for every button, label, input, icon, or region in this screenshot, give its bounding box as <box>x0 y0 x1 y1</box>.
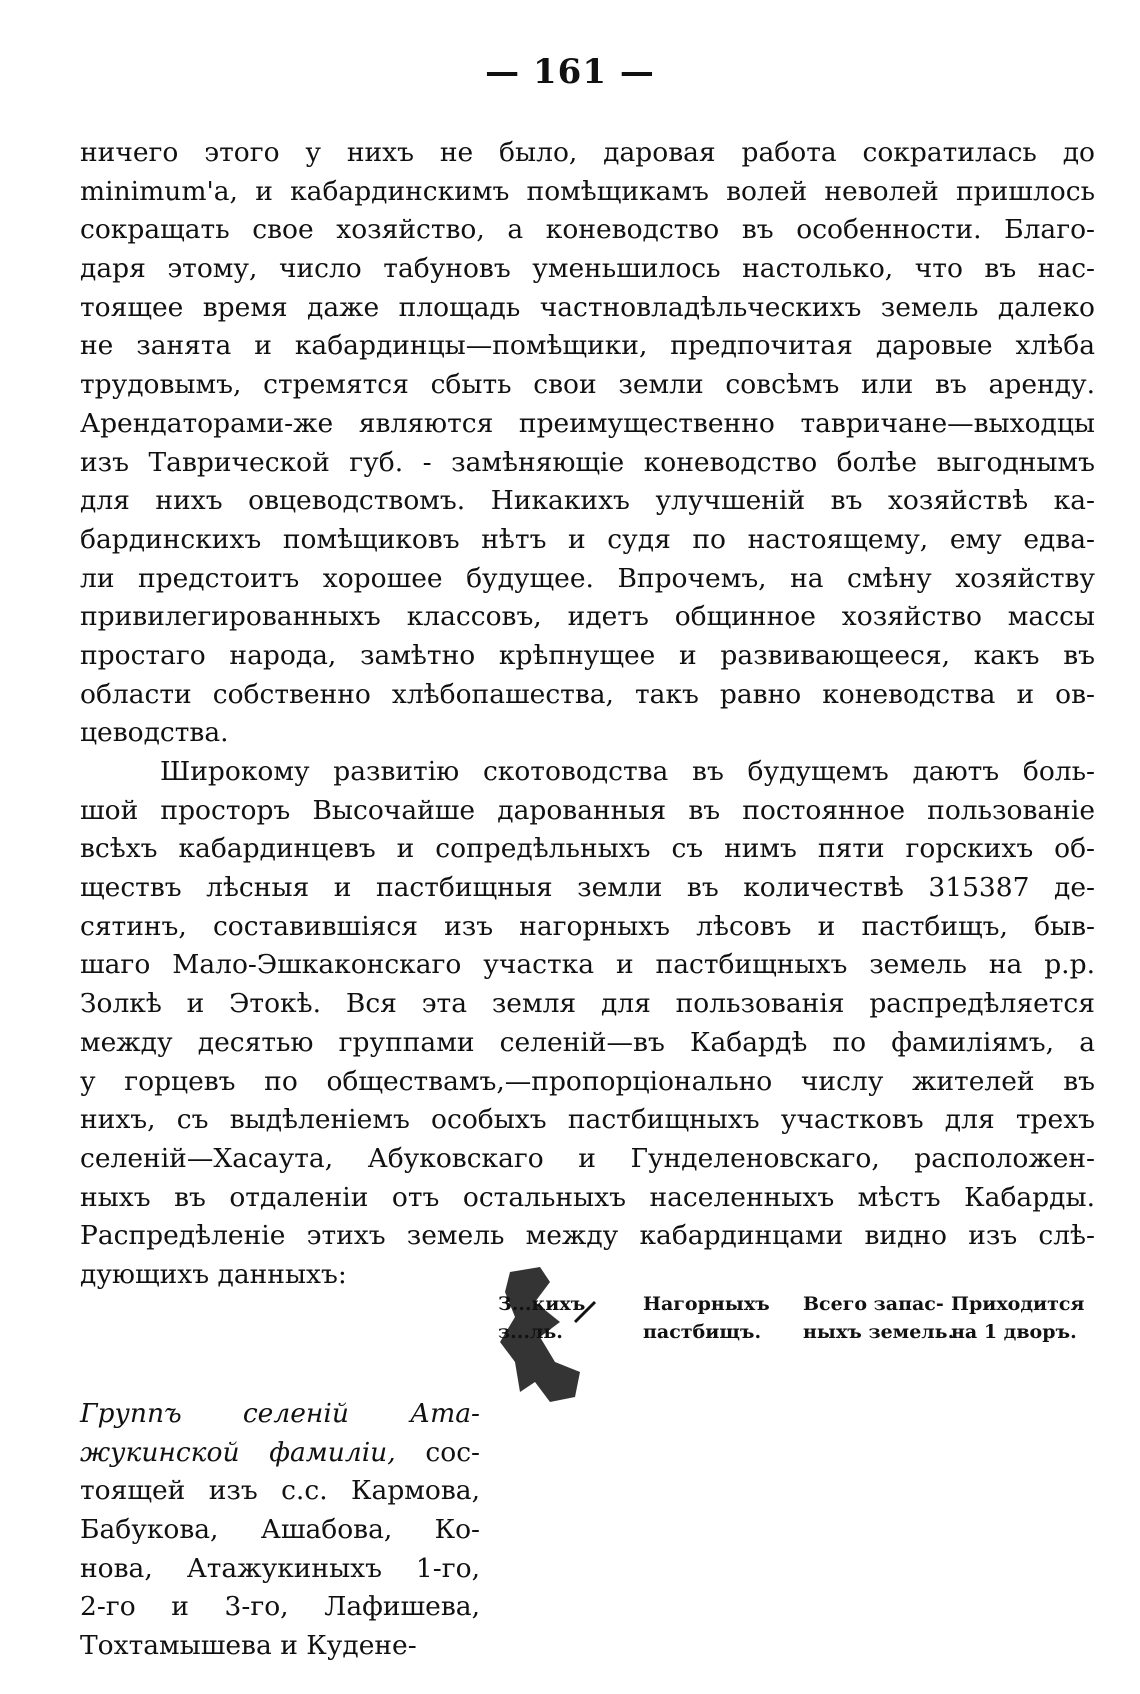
header-text: ныхъ земель. <box>803 1321 955 1343</box>
text-line: у горцевъ по обществамъ,—пропорціонально числу жителей въ <box>80 1065 1095 1097</box>
text-line: Бабукова, Ашабова, Ко- <box>80 1514 480 1546</box>
text-line: даря этому, число табуновъ уменьшилось настолько, что въ нас- <box>80 253 1095 285</box>
group-description <box>80 1395 480 1666</box>
header-text: з...ль. <box>498 1321 563 1343</box>
text-line: простаго народа, замѣтно крѣпнущее и развивающееся, какъ въ <box>80 639 1095 671</box>
column-header-per-household <box>951 1290 1101 1346</box>
text-line: нихъ, съ выдѣленіемъ особыхъ пастбищныхъ участковъ для трехъ <box>80 1104 1095 1136</box>
paragraph-2 <box>80 753 1095 1295</box>
text-line: ли предстоитъ хорошее будущее. Впрочемъ, на смѣну хозяйству <box>80 562 1095 594</box>
text-line: Арендаторами-же являются преимущественно тавричане—выходцы <box>80 407 1095 439</box>
text-line: Тохтамышева и Кудене- <box>80 1630 417 1662</box>
text-line: дующихъ данныхъ: <box>80 1258 347 1290</box>
column-header-upland-pastures <box>643 1290 793 1346</box>
text-line: ничего этого у нихъ не было, даровая работа сократилась до <box>80 137 1095 168</box>
text-line: привилегированныхъ классовъ, идетъ общинное хозяйство массы <box>80 601 1095 633</box>
text-line: для нихъ овцеводствомъ. Никакихъ улучшеній въ хозяйствѣ ка- <box>80 485 1095 517</box>
text-line <box>80 1434 480 1473</box>
text-line: селеній—Хасаута, Абуковскаго и Гунделеновскаго, расположен- <box>80 1142 1095 1174</box>
text-line <box>80 1395 480 1434</box>
header-text: З...кихъ <box>498 1293 586 1315</box>
text-line: 2-го и 3-го, Лафишева, <box>80 1591 480 1623</box>
group-title-cont: жукинской фамиліи, <box>80 1436 396 1468</box>
text-line: шаго Мало-Эшкаконскаго участка и пастбищныхъ земель на р.р. <box>80 949 1095 981</box>
group-title: Группъ селеній Ата- <box>80 1398 480 1429</box>
text-line: сятинъ, составившіяся изъ нагорныхъ лѣсовъ и пастбищъ, быв- <box>80 910 1095 942</box>
group-text: сос- <box>395 1436 481 1468</box>
text-line: ществъ лѣсныя и пастбищныя земли въ количествѣ 315387 де- <box>80 872 1095 904</box>
text-line: между десятью группами селеній—въ Кабардѣ по фамиліямъ, а <box>80 1026 1095 1058</box>
text-line: бардинскихъ помѣщиковъ нѣтъ и судя по настоящему, ему едва- <box>80 523 1095 555</box>
header-text: Нагорныхъ <box>643 1293 770 1315</box>
text-line: Широкому развитію скотоводства въ будущемъ даютъ боль- <box>160 756 1095 787</box>
header-text: пастбищъ. <box>643 1321 762 1343</box>
header-text: Всего запас- <box>803 1293 944 1315</box>
text-line: тоящей изъ с.с. Кармова, <box>80 1475 480 1507</box>
text-line: всѣхъ кабардинцевъ и сопредѣльныхъ съ нимъ пяти горскихъ об- <box>80 833 1095 865</box>
text-line: Распредѣленіе этихъ земель между кабардинцами видно изъ слѣ- <box>80 1220 1095 1252</box>
text-line: шой просторъ Высочайше дарованныя въ постоянное пользованіе <box>80 794 1095 826</box>
text-line: цеводства. <box>80 717 229 749</box>
body-text <box>80 134 1095 1295</box>
column-header-total-reserve <box>803 1290 953 1346</box>
text-line: изъ Таврической губ. - замѣняющіе коневодство болѣе выгоднымъ <box>80 446 1095 478</box>
column-header-1 <box>498 1290 618 1346</box>
text-line: не занята и кабардинцы—помѣщики, предпочитая даровые хлѣба <box>80 330 1095 362</box>
text-line: сокращать свое хозяйство, а коневодство въ особенности. Благо- <box>80 214 1095 246</box>
text-line: трудовымъ, стремятся сбыть свои земли совсѣмъ или въ аренду. <box>80 369 1095 401</box>
header-text: Приходится <box>951 1293 1085 1315</box>
text-line: тоящее время даже площадь частновладѣльческихъ земель далеко <box>80 291 1095 323</box>
text-line: нова, Атажукиныхъ 1-го, <box>80 1552 480 1584</box>
text-line: ныхъ въ отдаленіи отъ остальныхъ населенныхъ мѣстъ Кабарды. <box>80 1181 1095 1213</box>
page-number: — 161 — <box>485 52 655 92</box>
text-line: области собственно хлѣбопашества, такъ равно коневодства и ов- <box>80 678 1095 710</box>
text-line: Золкѣ и Этокѣ. Вся эта земля для пользованія распредѣляется <box>80 988 1095 1020</box>
paragraph-1 <box>80 134 1095 753</box>
text-line: minimum'a, и кабардинскимъ помѣщикамъ волей неволей пришлось <box>80 175 1095 207</box>
header-text: на 1 дворъ. <box>951 1321 1077 1343</box>
